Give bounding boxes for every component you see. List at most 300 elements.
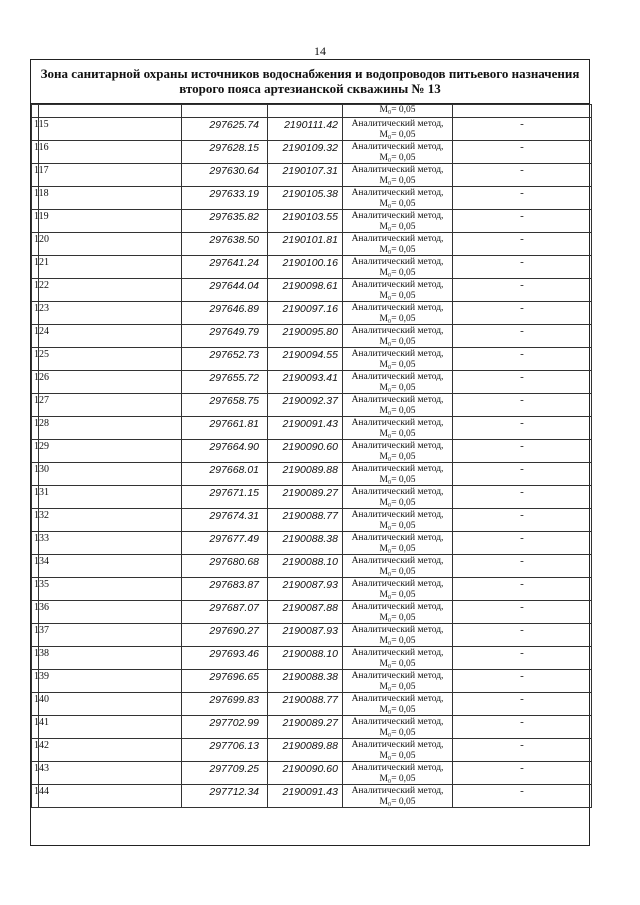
cell-y — [268, 601, 343, 624]
coordinate-y: 2190091.43 — [282, 786, 338, 798]
table-row — [32, 187, 592, 210]
dash-mark: - — [520, 302, 524, 314]
method-value: М₀= 0,05 — [379, 474, 416, 485]
table-row — [32, 739, 592, 762]
point-number: 140 — [34, 694, 49, 705]
cell-mark — [453, 624, 592, 647]
cell-y — [268, 440, 343, 463]
cell-blank — [39, 532, 182, 555]
cell-num — [32, 164, 49, 187]
method-name: Аналитический метод, — [351, 694, 444, 704]
method-name: Аналитический метод, — [351, 464, 444, 474]
cell-blank — [39, 555, 182, 578]
method-value: М₀= 0,05 — [379, 750, 416, 761]
method-name: Аналитический метод, — [351, 165, 444, 175]
coordinate-x: 297677.49 — [209, 533, 259, 545]
cell-x — [182, 164, 268, 187]
cell-x — [182, 440, 268, 463]
cell-x — [182, 256, 268, 279]
coordinate-x: 297633.19 — [209, 188, 259, 200]
cell-num — [32, 601, 49, 624]
cell-y — [268, 532, 343, 555]
cell-method — [343, 578, 453, 601]
cell-blank — [39, 762, 182, 785]
method-value: М₀= 0,05 — [379, 313, 416, 324]
table-row — [32, 486, 592, 509]
coordinate-y: 2190093.41 — [282, 372, 338, 384]
cell-method — [343, 739, 453, 762]
method-value: М₀= 0,05 — [379, 221, 416, 232]
method-value: М₀= 0,05 — [379, 405, 416, 416]
method-value: М₀= 0,05 — [379, 497, 416, 508]
cell-blank — [39, 624, 182, 647]
method-value: М₀= 0,05 — [379, 198, 416, 209]
point-number: 133 — [34, 533, 49, 544]
cell-y — [268, 486, 343, 509]
cell-num — [32, 463, 49, 486]
cell-x — [182, 371, 268, 394]
cell-mark — [453, 325, 592, 348]
cell-x — [182, 394, 268, 417]
cell-mark — [453, 670, 592, 693]
cell-mark — [453, 164, 592, 187]
coordinate-y: 2190088.77 — [282, 510, 338, 522]
table-row — [32, 164, 592, 187]
cell-x — [182, 739, 268, 762]
dash-mark: - — [520, 118, 524, 130]
table-row — [32, 647, 592, 670]
cell-x — [182, 141, 268, 164]
table-row — [32, 762, 592, 785]
cell-y — [268, 463, 343, 486]
dash-mark: - — [520, 555, 524, 567]
cell-mark — [453, 785, 592, 808]
cell-x — [182, 716, 268, 739]
method-name: Аналитический метод, — [351, 418, 444, 428]
cell-mark — [453, 486, 592, 509]
table-row — [32, 118, 592, 141]
cell-blank — [39, 486, 182, 509]
cell-y — [268, 141, 343, 164]
table-row-carryover — [32, 105, 592, 118]
coordinate-x: 297706.13 — [209, 740, 259, 752]
cell-blank — [39, 601, 182, 624]
method-name: Аналитический метод, — [351, 487, 444, 497]
cell-mark — [453, 279, 592, 302]
cell-x — [182, 486, 268, 509]
dash-mark: - — [520, 762, 524, 774]
cell-x — [182, 210, 268, 233]
cell-num — [32, 348, 49, 371]
cell-y — [268, 187, 343, 210]
point-number: 116 — [34, 142, 49, 153]
cell-num — [32, 785, 49, 808]
table-row — [32, 302, 592, 325]
cell-method — [343, 118, 453, 141]
coordinate-x: 297658.75 — [209, 395, 259, 407]
point-number: 129 — [34, 441, 49, 452]
cell-blank — [39, 716, 182, 739]
coordinate-x: 297638.50 — [209, 234, 259, 246]
cell-blank — [39, 371, 182, 394]
table-row — [32, 141, 592, 164]
point-number: 144 — [34, 786, 49, 797]
method-name: Аналитический метод, — [351, 579, 444, 589]
coordinate-x: 297652.73 — [209, 349, 259, 361]
point-number: 125 — [34, 349, 49, 360]
table-row — [32, 417, 592, 440]
dash-mark: - — [520, 371, 524, 383]
cell-method — [343, 417, 453, 440]
method-value: М₀= 0,05 — [379, 382, 416, 393]
coordinate-x: 297630.64 — [209, 165, 259, 177]
cell-method — [343, 532, 453, 555]
cell-method — [343, 256, 453, 279]
method-value: М₀= 0,05 — [379, 428, 416, 439]
coordinate-x: 297712.34 — [209, 786, 259, 798]
point-number: 132 — [34, 510, 49, 521]
cell-blank — [39, 440, 182, 463]
cell-method — [343, 762, 453, 785]
cell-y — [268, 716, 343, 739]
method-name: Аналитический метод, — [351, 533, 444, 543]
method-name: Аналитический метод, — [351, 648, 444, 658]
method-name: Аналитический метод, — [351, 717, 444, 727]
cell-mark — [453, 256, 592, 279]
cell-y — [268, 739, 343, 762]
point-number: 128 — [34, 418, 49, 429]
point-number: 130 — [34, 464, 49, 475]
cell-method — [343, 693, 453, 716]
cell-method — [343, 210, 453, 233]
coordinate-y: 2190107.31 — [282, 165, 338, 177]
cell-mark — [453, 105, 592, 118]
cell-x — [182, 105, 268, 118]
dash-mark: - — [520, 417, 524, 429]
method-name: Аналитический метод, — [351, 671, 444, 681]
cell-mark — [453, 118, 592, 141]
dash-mark: - — [520, 256, 524, 268]
cell-num — [32, 578, 49, 601]
cell-num — [32, 256, 49, 279]
cell-y — [268, 394, 343, 417]
method-name: Аналитический метод, — [351, 625, 444, 635]
cell-num — [32, 118, 49, 141]
cell-mark — [453, 233, 592, 256]
cell-x — [182, 762, 268, 785]
method-name: Аналитический метод, — [351, 234, 444, 244]
cell-y — [268, 785, 343, 808]
coordinate-y: 2190087.93 — [282, 625, 338, 637]
cell-method — [343, 785, 453, 808]
cell-num — [32, 532, 49, 555]
table-row — [32, 532, 592, 555]
dash-mark: - — [520, 647, 524, 659]
cell-mark — [453, 210, 592, 233]
cell-mark — [453, 532, 592, 555]
coordinate-x: 297709.25 — [209, 763, 259, 775]
coordinate-y: 2190088.38 — [282, 671, 338, 683]
coordinate-x: 297628.15 — [209, 142, 259, 154]
table-row — [32, 440, 592, 463]
cell-x — [182, 555, 268, 578]
coordinate-y: 2190089.27 — [282, 717, 338, 729]
coordinate-y: 2190090.60 — [282, 441, 338, 453]
cell-mark — [453, 739, 592, 762]
coordinate-x: 297702.99 — [209, 717, 259, 729]
cell-x — [182, 233, 268, 256]
cell-blank — [39, 302, 182, 325]
cell-x — [182, 670, 268, 693]
cell-mark — [453, 302, 592, 325]
table-row — [32, 578, 592, 601]
cell-num — [32, 417, 49, 440]
method-name: Аналитический метод, — [351, 763, 444, 773]
coordinate-x: 297696.65 — [209, 671, 259, 683]
coordinate-y: 2190089.27 — [282, 487, 338, 499]
carryover-method: М₀= 0,05 — [379, 105, 416, 115]
dash-mark: - — [520, 486, 524, 498]
cell-mark — [453, 463, 592, 486]
cell-method — [343, 233, 453, 256]
point-number: 118 — [34, 188, 49, 199]
method-name: Аналитический метод, — [351, 142, 444, 152]
coordinate-y: 2190090.60 — [282, 763, 338, 775]
cell-blank — [39, 693, 182, 716]
point-number: 123 — [34, 303, 49, 314]
method-value: М₀= 0,05 — [379, 543, 416, 554]
cell-mark — [453, 509, 592, 532]
dash-mark: - — [520, 348, 524, 360]
cell-method — [343, 141, 453, 164]
point-number: 142 — [34, 740, 49, 751]
dash-mark: - — [520, 325, 524, 337]
cell-blank — [39, 141, 182, 164]
cell-x — [182, 693, 268, 716]
coordinate-y: 2190089.88 — [282, 740, 338, 752]
cell-method — [343, 601, 453, 624]
cell-x — [182, 302, 268, 325]
cell-num — [32, 394, 49, 417]
cell-blank — [39, 164, 182, 187]
method-value: М₀= 0,05 — [379, 520, 416, 531]
cell-method — [343, 105, 453, 118]
cell-y — [268, 256, 343, 279]
coordinates-sheet — [30, 59, 590, 846]
method-value: М₀= 0,05 — [379, 635, 416, 646]
cell-blank — [39, 210, 182, 233]
table-row — [32, 670, 592, 693]
cell-method — [343, 348, 453, 371]
cell-blank — [39, 394, 182, 417]
point-number: 143 — [34, 763, 49, 774]
coordinate-x: 297687.07 — [209, 602, 259, 614]
cell-mark — [453, 348, 592, 371]
method-name: Аналитический метод, — [351, 556, 444, 566]
cell-mark — [453, 417, 592, 440]
cell-mark — [453, 647, 592, 670]
dash-mark: - — [520, 141, 524, 153]
coordinate-y: 2190109.32 — [282, 142, 338, 154]
cell-method — [343, 463, 453, 486]
table-row — [32, 716, 592, 739]
dash-mark: - — [520, 509, 524, 521]
cell-num — [32, 440, 49, 463]
cell-mark — [453, 141, 592, 164]
cell-num — [32, 141, 49, 164]
cell-num — [32, 693, 49, 716]
cell-num — [32, 325, 49, 348]
table-row — [32, 325, 592, 348]
cell-x — [182, 187, 268, 210]
coordinate-y: 2190092.37 — [282, 395, 338, 407]
coordinate-x: 297693.46 — [209, 648, 259, 660]
point-number: 121 — [34, 257, 49, 268]
cell-x — [182, 578, 268, 601]
cell-x — [182, 279, 268, 302]
cell-method — [343, 440, 453, 463]
cell-y — [268, 105, 343, 118]
coordinate-x: 297680.68 — [209, 556, 259, 568]
method-value: М₀= 0,05 — [379, 589, 416, 600]
coordinate-x: 297655.72 — [209, 372, 259, 384]
method-name: Аналитический метод, — [351, 786, 444, 796]
cell-num — [32, 555, 49, 578]
cell-mark — [453, 601, 592, 624]
cell-y — [268, 693, 343, 716]
point-number: 139 — [34, 671, 49, 682]
point-number: 135 — [34, 579, 49, 590]
cell-y — [268, 233, 343, 256]
coordinate-x: 297644.04 — [209, 280, 259, 292]
dash-mark: - — [520, 164, 524, 176]
point-number: 131 — [34, 487, 49, 498]
dash-mark: - — [520, 233, 524, 245]
cell-method — [343, 187, 453, 210]
coordinate-y: 2190091.43 — [282, 418, 338, 430]
coordinate-x: 297674.31 — [209, 510, 259, 522]
cell-y — [268, 762, 343, 785]
cell-x — [182, 348, 268, 371]
cell-mark — [453, 578, 592, 601]
cell-num — [32, 302, 49, 325]
method-name: Аналитический метод, — [351, 510, 444, 520]
cell-blank — [39, 256, 182, 279]
cell-y — [268, 578, 343, 601]
coordinate-x: 297646.89 — [209, 303, 259, 315]
cell-x — [182, 463, 268, 486]
coordinate-y: 2190088.10 — [282, 648, 338, 660]
cell-y — [268, 509, 343, 532]
dash-mark: - — [520, 394, 524, 406]
cell-blank — [39, 105, 182, 118]
coordinate-y: 2190111.42 — [284, 119, 338, 131]
cell-mark — [453, 394, 592, 417]
cell-method — [343, 647, 453, 670]
method-value: М₀= 0,05 — [379, 566, 416, 577]
coordinate-y: 2190089.88 — [282, 464, 338, 476]
point-number: 126 — [34, 372, 49, 383]
coordinate-x: 297671.15 — [209, 487, 259, 499]
cell-blank — [39, 325, 182, 348]
point-number: 119 — [34, 211, 49, 222]
coordinate-y: 2190103.55 — [282, 211, 338, 223]
point-number: 122 — [34, 280, 49, 291]
cell-blank — [39, 187, 182, 210]
cell-x — [182, 647, 268, 670]
dash-mark: - — [520, 624, 524, 636]
cell-method — [343, 394, 453, 417]
table-row — [32, 601, 592, 624]
coordinate-x: 297625.74 — [209, 119, 259, 131]
table-title: Зона санитарной охраны источников водоснабжения и водопроводов питьевого назначения второго пояса артезианской скважины № 13 — [31, 60, 589, 104]
coordinate-y: 2190088.10 — [282, 556, 338, 568]
cell-num — [32, 371, 49, 394]
method-name: Аналитический метод, — [351, 211, 444, 221]
method-name: Аналитический метод, — [351, 349, 444, 359]
cell-x — [182, 509, 268, 532]
dash-mark: - — [520, 601, 524, 613]
method-value: М₀= 0,05 — [379, 244, 416, 255]
method-value: М₀= 0,05 — [379, 658, 416, 669]
cell-blank — [39, 233, 182, 256]
cell-blank — [39, 417, 182, 440]
method-name: Аналитический метод, — [351, 119, 444, 129]
cell-num — [32, 762, 49, 785]
cell-num — [32, 509, 49, 532]
coordinate-x: 297661.81 — [209, 418, 259, 430]
table-row — [32, 371, 592, 394]
cell-y — [268, 302, 343, 325]
point-number: 120 — [34, 234, 49, 245]
cell-blank — [39, 647, 182, 670]
method-name: Аналитический метод, — [351, 372, 444, 382]
method-value: М₀= 0,05 — [379, 152, 416, 163]
cell-x — [182, 624, 268, 647]
method-value: М₀= 0,05 — [379, 359, 416, 370]
method-name: Аналитический метод, — [351, 395, 444, 405]
cell-blank — [39, 118, 182, 141]
table-row — [32, 233, 592, 256]
dash-mark: - — [520, 785, 524, 797]
cell-y — [268, 210, 343, 233]
coordinate-x: 297649.79 — [209, 326, 259, 338]
point-number: 134 — [34, 556, 49, 567]
table-row — [32, 394, 592, 417]
coordinates-table — [31, 104, 592, 808]
coordinate-y: 2190101.81 — [282, 234, 338, 246]
dash-mark: - — [520, 693, 524, 705]
dash-mark: - — [520, 210, 524, 222]
cell-method — [343, 325, 453, 348]
method-name: Аналитический метод, — [351, 602, 444, 612]
method-name: Аналитический метод, — [351, 326, 444, 336]
coordinate-x: 297699.83 — [209, 694, 259, 706]
cell-x — [182, 118, 268, 141]
coordinate-x: 297690.27 — [209, 625, 259, 637]
coordinate-x: 297664.90 — [209, 441, 259, 453]
dash-mark: - — [520, 739, 524, 751]
coordinate-y: 2190088.77 — [282, 694, 338, 706]
dash-mark: - — [520, 463, 524, 475]
cell-num — [32, 716, 49, 739]
cell-num — [32, 647, 49, 670]
method-value: М₀= 0,05 — [379, 727, 416, 738]
table-row — [32, 279, 592, 302]
cell-num — [32, 105, 39, 118]
method-value: М₀= 0,05 — [379, 290, 416, 301]
point-number: 117 — [34, 165, 49, 176]
